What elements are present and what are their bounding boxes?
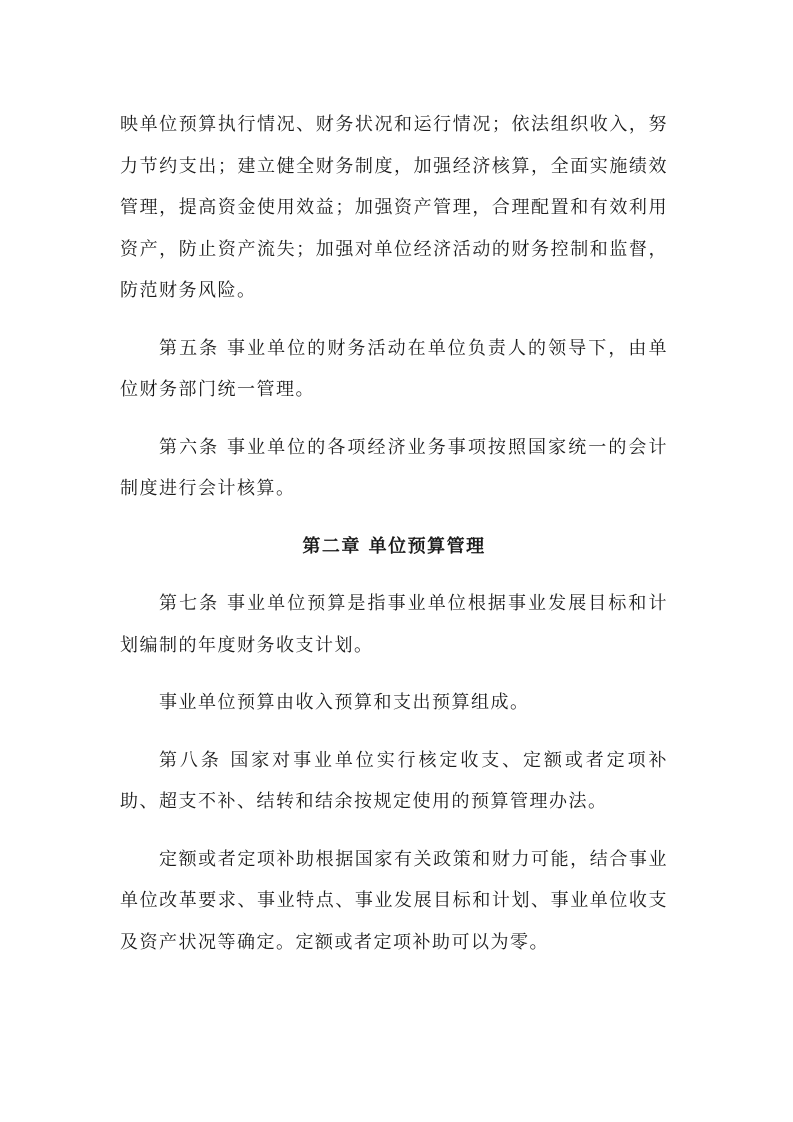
paragraph-article-8-sub: 定额或者定项补助根据国家有关政策和财力可能，结合事业单位改革要求、事业特点、事业发展目标和计划、事业单位收支及资产状况等确定。定额或者定项补助可以为零。	[120, 848, 668, 953]
chapter-title: 第二章 单位预算管理	[302, 535, 486, 557]
paragraph-continuation: 映单位预算执行情况、财务状况和运行情况；依法组织收入，努力节约支出；建立健全财务制度，加强经济核算，全面实施绩效管理，提高资金使用效益；加强资产管理，合理配置和有效利用资产，防止资产流失；加强对单位经济活动的财务控制和监督，防范财务风险。	[120, 114, 668, 301]
document-page	[120, 104, 668, 963]
paragraph-article-7-sub: 事业单位预算由收入预算和支出预算组成。	[159, 692, 530, 713]
paragraph-article-7: 第七条 事业单位预算是指事业单位根据事业发展目标和计划编制的年度财务收支计划。	[120, 593, 668, 656]
paragraph-article-6: 第六条 事业单位的各项经济业务事项按照国家统一的会计制度进行会计核算。	[120, 436, 668, 499]
paragraph-article-8: 第八条 国家对事业单位实行核定收支、定额或者定项补助、超支不补、结转和结余按规定使用的预算管理办法。	[120, 749, 668, 812]
paragraph-article-5: 第五条 事业单位的财务活动在单位负责人的领导下，由单位财务部门统一管理。	[120, 337, 668, 400]
